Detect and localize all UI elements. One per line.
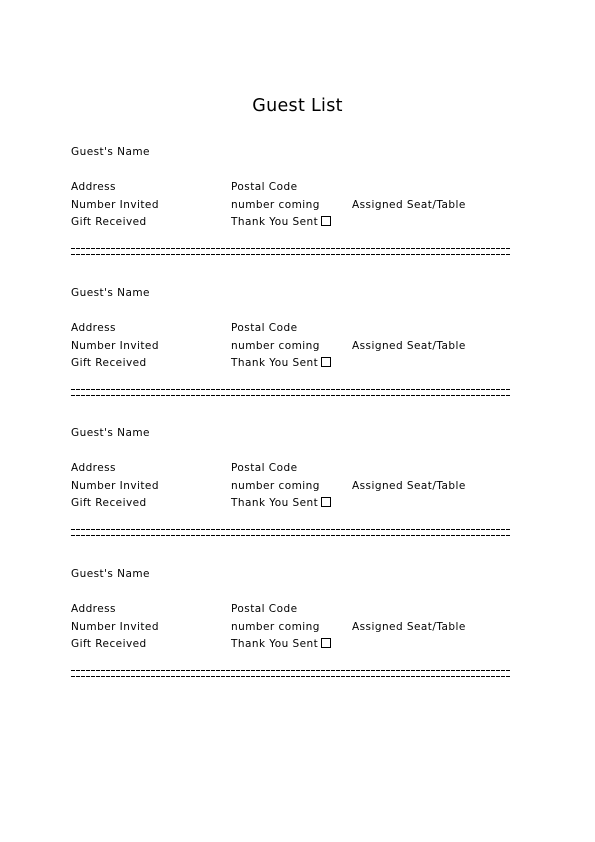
thank-you-checkbox[interactable] [321,357,331,367]
gift-received-label: Gift Received [71,357,147,369]
thank-you-sent-label: Thank You Sent [231,357,319,369]
address-label: Address [71,462,116,474]
entry-separator [71,529,510,536]
thank-you-checkbox[interactable] [321,638,331,648]
entry-separator [71,670,510,677]
guest-entry [71,287,541,427]
assigned-seat-label: Assigned Seat/Table [352,621,466,633]
number-coming-label: number coming [231,621,320,633]
guest-entry [71,146,541,286]
address-label: Address [71,322,116,334]
number-coming-label: number coming [231,199,320,211]
assigned-seat-label: Assigned Seat/Table [352,199,466,211]
gift-received-label: Gift Received [71,638,147,650]
thank-you-sent-field [231,638,331,650]
entry-separator [71,248,510,255]
thank-you-checkbox[interactable] [321,497,331,507]
guest-name-label: Guest's Name [71,146,150,158]
postal-code-label: Postal Code [231,603,298,615]
address-label: Address [71,181,116,193]
guest-name-label: Guest's Name [71,568,150,580]
guest-entry [71,568,541,708]
postal-code-label: Postal Code [231,462,298,474]
assigned-seat-label: Assigned Seat/Table [352,480,466,492]
gift-received-label: Gift Received [71,497,147,509]
entry-separator [71,389,510,396]
number-invited-label: Number Invited [71,621,159,633]
assigned-seat-label: Assigned Seat/Table [352,340,466,352]
thank-you-sent-label: Thank You Sent [231,497,319,509]
postal-code-label: Postal Code [231,322,298,334]
guest-name-label: Guest's Name [71,287,150,299]
guest-entry [71,427,541,567]
thank-you-checkbox[interactable] [321,216,331,226]
thank-you-sent-field [231,497,331,509]
number-invited-label: Number Invited [71,480,159,492]
number-invited-label: Number Invited [71,199,159,211]
thank-you-sent-field [231,357,331,369]
address-label: Address [71,603,116,615]
gift-received-label: Gift Received [71,216,147,228]
thank-you-sent-label: Thank You Sent [231,638,319,650]
thank-you-sent-field [231,216,331,228]
number-invited-label: Number Invited [71,340,159,352]
thank-you-sent-label: Thank You Sent [231,216,319,228]
number-coming-label: number coming [231,480,320,492]
page-title: Guest List [252,96,343,116]
number-coming-label: number coming [231,340,320,352]
guest-name-label: Guest's Name [71,427,150,439]
postal-code-label: Postal Code [231,181,298,193]
